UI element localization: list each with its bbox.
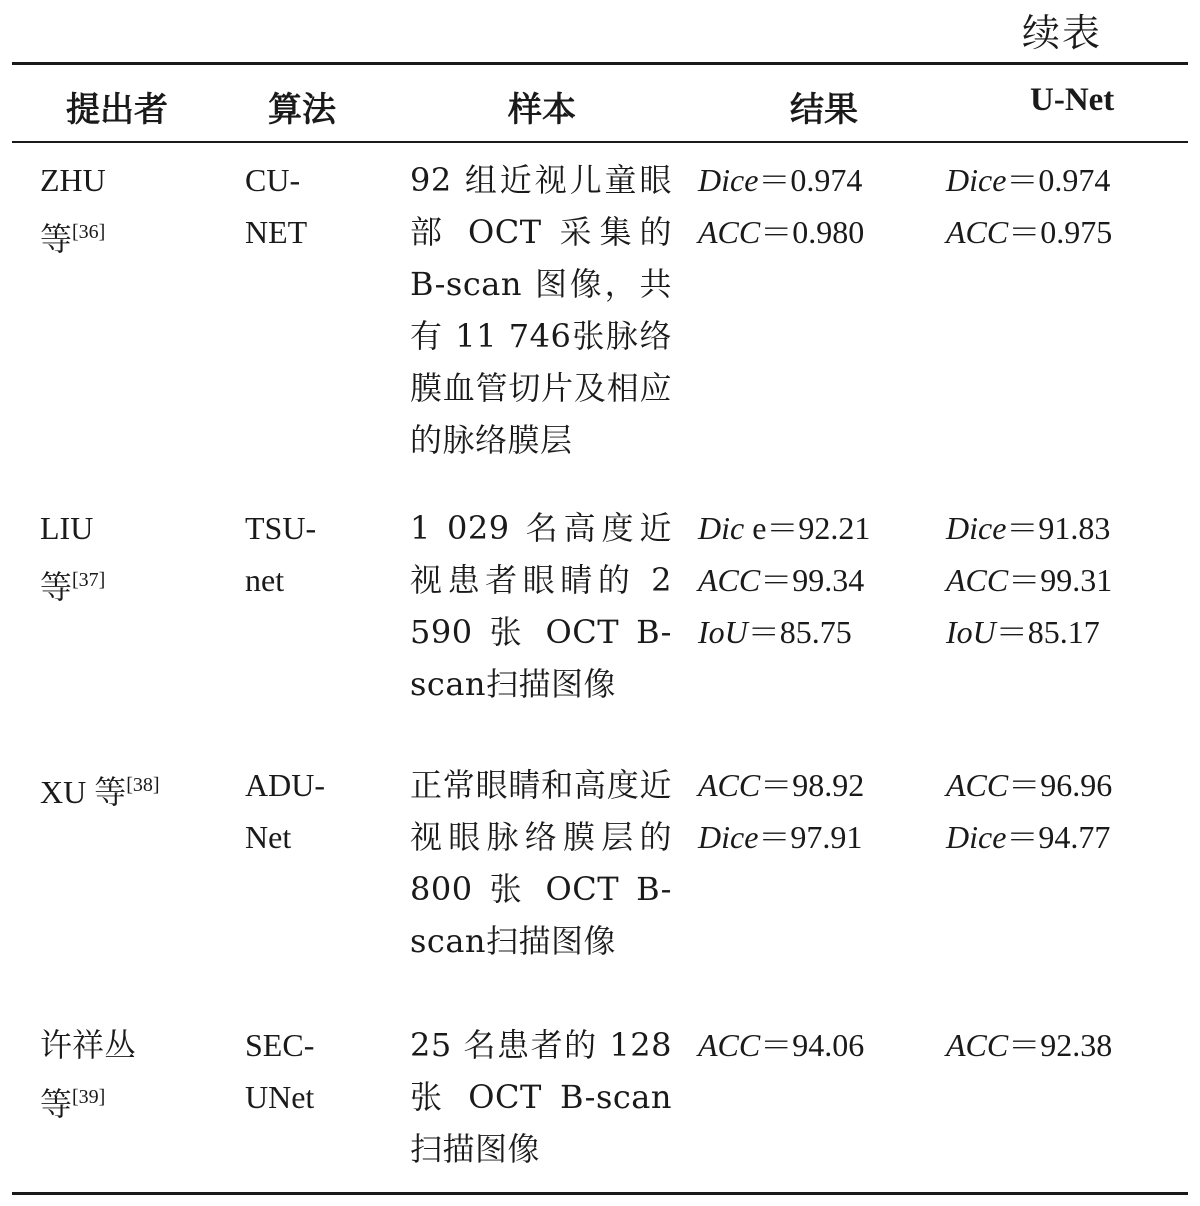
metric-value: ＝98.92 bbox=[760, 767, 865, 803]
table-header-rule bbox=[12, 141, 1188, 143]
metric-value: ＝85.17 bbox=[995, 614, 1100, 650]
algorithm-line: UNet bbox=[245, 1079, 315, 1115]
sample-cell: 92 组近视儿童眼部 OCT 采集的 B-scan 图像，共有 11 746张脉络膜血管切片及相应的脉络膜层 bbox=[410, 161, 672, 459]
metric-name: IoU bbox=[946, 614, 996, 650]
proposer-name: LIU bbox=[40, 510, 94, 546]
unet-cell bbox=[946, 502, 1176, 658]
table-top-rule bbox=[12, 62, 1188, 65]
metric-name: ACC bbox=[946, 1027, 1009, 1063]
metric bbox=[946, 759, 1176, 811]
proposer-suffix: 等 bbox=[40, 1086, 73, 1122]
sample-cell: 1 029 名高度近视患者眼睛的 2 590 张 OCT B-scan扫描图像 bbox=[410, 509, 672, 703]
proposer-name: XU 等 bbox=[40, 774, 127, 810]
metric-value: ＝96.96 bbox=[1008, 767, 1113, 803]
metric bbox=[698, 606, 928, 658]
metric-value: ＝85.75 bbox=[747, 614, 852, 650]
metric bbox=[946, 1019, 1176, 1071]
metric bbox=[698, 502, 928, 554]
algorithm-line: SEC- bbox=[245, 1027, 315, 1063]
sample-cell: 正常眼睛和高度近视眼脉络膜层的 800 张 OCT B-scan扫描图像 bbox=[410, 766, 672, 960]
algorithm-line: ADU- bbox=[245, 767, 325, 803]
reference-number: [36] bbox=[72, 221, 106, 243]
result-cell bbox=[698, 502, 928, 658]
algorithm-line: TSU- bbox=[245, 510, 317, 546]
metric bbox=[946, 154, 1176, 206]
metric-name: ACC bbox=[698, 767, 761, 803]
metric-value: ＝99.31 bbox=[1008, 562, 1113, 598]
metric bbox=[698, 811, 928, 863]
algorithm-cell bbox=[245, 154, 375, 258]
result-cell bbox=[698, 1019, 928, 1071]
metric-name: ACC bbox=[946, 767, 1009, 803]
metric-value: ＝94.77 bbox=[1006, 819, 1111, 855]
metric-name: ACC bbox=[698, 214, 761, 250]
algorithm-line: NET bbox=[245, 214, 308, 250]
metric-name: ACC bbox=[698, 1027, 761, 1063]
algorithm-line: CU- bbox=[245, 162, 301, 198]
proposer-name: 许祥丛 bbox=[40, 1027, 137, 1063]
metric-value: ＝0.974 bbox=[758, 162, 863, 198]
sample-cell: 25 名患者的 128 张 OCT B-scan 扫描图像 bbox=[410, 1026, 672, 1168]
metric bbox=[946, 811, 1176, 863]
proposer-cell bbox=[40, 502, 230, 613]
metric-name: IoU bbox=[698, 614, 748, 650]
metric bbox=[946, 554, 1176, 606]
metric bbox=[698, 1019, 928, 1071]
metric-name: Dice bbox=[946, 819, 1007, 855]
unet-cell bbox=[946, 759, 1176, 863]
metric-value: ＝91.83 bbox=[1006, 510, 1111, 546]
metric bbox=[946, 502, 1176, 554]
metric-value: ＝0.974 bbox=[1006, 162, 1111, 198]
unet-cell bbox=[946, 1019, 1176, 1071]
metric bbox=[698, 206, 928, 258]
table-bottom-rule bbox=[12, 1192, 1188, 1195]
reference-number: [39] bbox=[72, 1086, 106, 1108]
header-result: 结果 bbox=[790, 90, 858, 130]
metric-value: e＝92.21 bbox=[744, 510, 871, 546]
metric bbox=[698, 554, 928, 606]
metric bbox=[698, 154, 928, 206]
metric-value: ＝97.91 bbox=[758, 819, 863, 855]
algorithm-line: net bbox=[245, 562, 285, 598]
reference-number: [37] bbox=[72, 569, 106, 591]
algorithm-cell bbox=[245, 502, 375, 606]
reference-number: [38] bbox=[126, 774, 160, 796]
metric-name: Dice bbox=[698, 162, 759, 198]
metric bbox=[946, 606, 1176, 658]
continued-label: 续表 bbox=[1021, 11, 1102, 55]
result-cell bbox=[698, 154, 928, 258]
metric-value: ＝0.975 bbox=[1008, 214, 1113, 250]
metric-value: ＝0.980 bbox=[760, 214, 865, 250]
header-proposer: 提出者 bbox=[66, 90, 168, 130]
proposer-name: ZHU bbox=[40, 162, 106, 198]
proposer-cell bbox=[40, 759, 230, 818]
header-algorithm: 算法 bbox=[268, 90, 336, 130]
metric-name: Dice bbox=[698, 819, 759, 855]
metric-name: ACC bbox=[698, 562, 761, 598]
proposer-cell bbox=[40, 154, 230, 265]
proposer-suffix: 等 bbox=[40, 569, 73, 605]
metric-name: ACC bbox=[946, 562, 1009, 598]
algorithm-cell bbox=[245, 1019, 375, 1123]
metric-value: ＝99.34 bbox=[760, 562, 865, 598]
metric-value: ＝92.38 bbox=[1008, 1027, 1113, 1063]
metric-name: Dic bbox=[698, 510, 745, 546]
metric-value: ＝94.06 bbox=[760, 1027, 865, 1063]
header-sample: 样本 bbox=[508, 90, 576, 130]
algorithm-cell bbox=[245, 759, 375, 863]
proposer-suffix: 等 bbox=[40, 221, 73, 257]
header-unet: U-Net bbox=[1030, 82, 1115, 118]
metric-name: Dice bbox=[946, 510, 1007, 546]
metric bbox=[946, 206, 1176, 258]
algorithm-line: Net bbox=[245, 819, 292, 855]
metric bbox=[698, 759, 928, 811]
result-cell bbox=[698, 759, 928, 863]
metric-name: Dice bbox=[946, 162, 1007, 198]
proposer-cell bbox=[40, 1019, 230, 1130]
metric-name: ACC bbox=[946, 214, 1009, 250]
unet-cell bbox=[946, 154, 1176, 258]
